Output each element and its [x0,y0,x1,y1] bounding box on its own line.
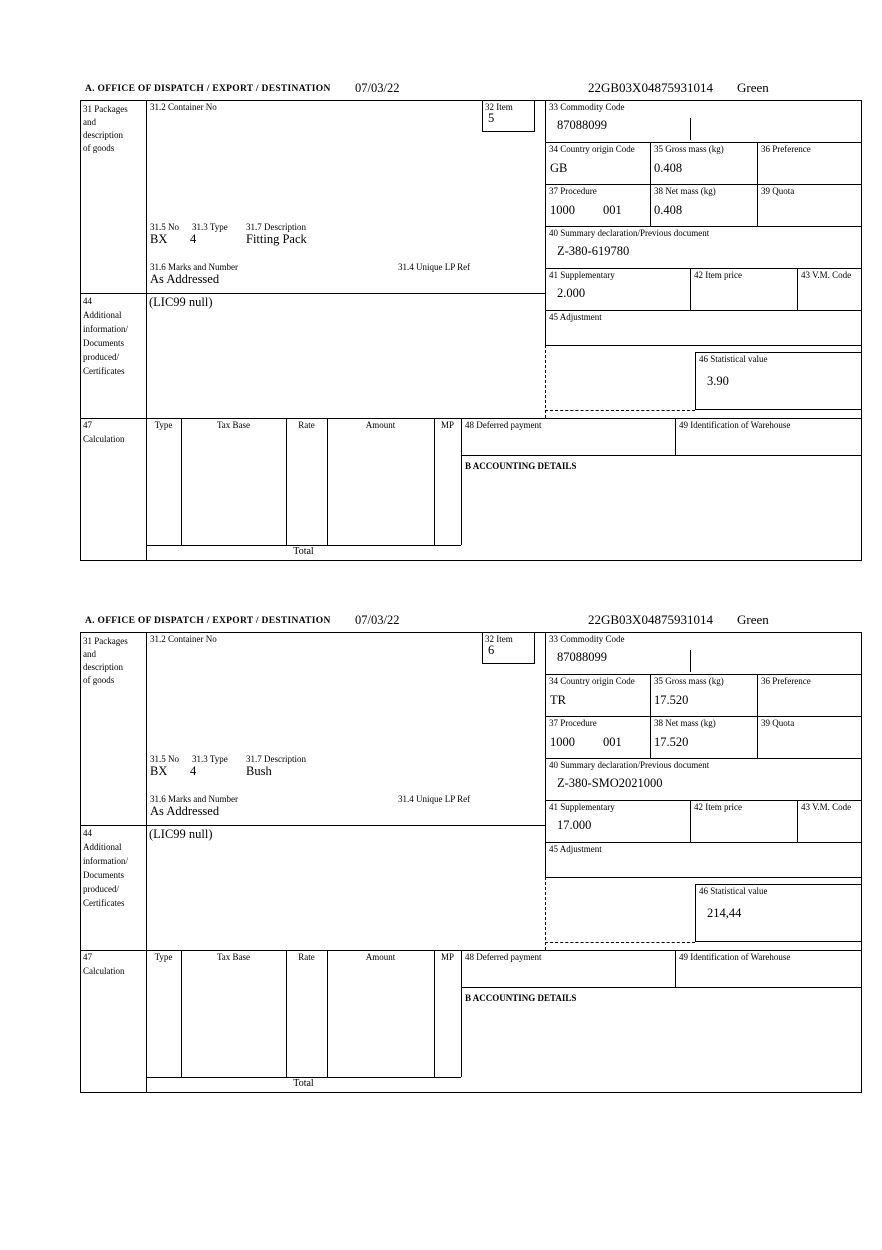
grid-line [545,268,862,269]
package-type-label: 31.3 Type [192,222,228,232]
additional-information-value: (LIC99 null) [149,827,213,841]
mrn-number: 22GB03X04875931014 [588,612,713,627]
box44-label: Certificates [83,898,125,908]
country-origin-value: GB [550,161,568,175]
package-no-label: 31.5 No [150,754,179,764]
tax-mp-header: MP [440,420,454,430]
tax-base-header: Tax Base [216,420,251,430]
statistical-value: 214,44 [707,906,742,920]
grid-line [327,950,328,1077]
grid-line [797,800,798,842]
grid-line [461,418,462,545]
country-origin-label: 34 Country origin Code [549,676,635,686]
grid-line [461,455,862,456]
box44-label: 44 [83,828,92,838]
goods-description-value: Fitting Pack [246,232,307,246]
office-of-dispatch-label: A. OFFICE OF DISPATCH / EXPORT / DESTINATION [85,616,331,626]
marks-label: 31.6 Marks and Number [150,262,238,272]
gross-mass-label: 35 Gross mass (kg) [654,144,724,154]
statistical-value-label: 46 Statistical value [699,354,768,364]
net-mass-label: 38 Net mass (kg) [654,186,716,196]
package-no-label: 31.5 No [150,222,179,232]
grid-line [461,987,862,988]
grid-line [545,310,862,311]
commodity-code-label: 33 Commodity Code [549,102,625,112]
grid-line [461,950,462,1077]
gross-mass-value: 0.408 [654,161,683,175]
container-no-label: 31.2 Container No [150,634,217,644]
grid-line [757,142,758,226]
grid-line [757,674,758,758]
box44-label: Additional [83,842,122,852]
grid-line [181,950,182,1077]
goods-description-value: Bush [246,764,272,778]
preference-label: 36 Preference [761,676,811,686]
unique-lp-ref-label: 31.4 Unique LP Ref [398,262,471,272]
office-of-dispatch-label: A. OFFICE OF DISPATCH / EXPORT / DESTINATION [85,84,331,94]
item-price-label: 42 Item price [694,270,742,280]
country-origin-label: 34 Country origin Code [549,144,635,154]
grid-line [80,825,545,826]
box44-label: Documents [83,338,124,348]
tax-type-header: Type [154,420,173,430]
quota-label: 39 Quota [761,718,795,728]
package-type-label: 31.3 Type [192,754,228,764]
box31-label: and [83,117,96,127]
item-price-label: 42 Item price [694,802,742,812]
previous-document-value: Z-380-SMO2021000 [557,776,663,790]
commodity-code-tick [690,650,691,672]
grid-line [545,632,546,877]
tax-rate-header: Rate [298,952,315,962]
mrn-number: 22GB03X04875931014 [588,80,713,95]
package-type-value: 4 [190,232,197,246]
form-border [80,632,862,1093]
declaration-item-sheet-2 [0,612,882,1102]
grid-line [181,418,182,545]
procedure-value-2: 001 [603,735,622,749]
description-label: 31.7 Description [246,222,306,232]
package-code-value: BX [150,764,168,778]
box44-label: information/ [83,856,128,866]
grid-line [545,758,862,759]
grid-line [80,418,862,419]
procedure-value: 1000 [550,735,575,749]
procedure-label: 37 Procedure [549,718,597,728]
country-origin-value: TR [550,693,566,707]
grid-line [545,674,862,675]
previous-document-label: 40 Summary declaration/Previous document [549,228,710,238]
total-label: Total [293,1078,314,1089]
box44-label: Additional [83,310,122,320]
net-mass-value: 17.520 [654,735,689,749]
item-number-value: 6 [488,643,495,657]
additional-information-value: (LIC99 null) [149,295,213,309]
grid-line [545,877,862,878]
supplementary-value: 17.000 [557,818,592,832]
procedure-value: 1000 [550,203,575,217]
grid-line-dashed [545,410,695,411]
adjustment-label: 45 Adjustment [549,844,602,854]
accounting-details-label: B ACCOUNTING DETAILS [465,993,577,1003]
statistical-value: 3.90 [707,374,729,388]
marks-value: As Addressed [150,272,220,286]
grid-line [434,418,435,545]
box44-label: produced/ [83,352,119,362]
grid-line [434,950,435,1077]
box44-label: Certificates [83,366,125,376]
box44-label: produced/ [83,884,119,894]
box44-label: Documents [83,870,124,880]
declaration-date: 07/03/22 [355,613,400,627]
unique-lp-ref-label: 31.4 Unique LP Ref [398,794,471,804]
grid-line [545,842,862,843]
grid-line [650,142,651,226]
net-mass-value: 0.408 [654,203,683,217]
box47-label: Calculation [83,434,125,444]
grid-line [545,100,546,345]
grid-line [675,950,676,987]
marks-value: As Addressed [150,804,220,818]
warehouse-id-label: 49 Identification of Warehouse [679,952,791,962]
grid-line [80,293,545,294]
box47-label: 47 [83,952,92,962]
grid-line [797,268,798,310]
box31-label: of goods [83,675,115,685]
box31-label: and [83,649,96,659]
commodity-code-value: 87088099 [557,118,607,132]
tax-mp-header: MP [440,952,454,962]
grid-line-dashed [545,345,546,418]
grid-line [545,184,862,185]
grid-line [80,950,862,951]
box31-label: 31 Packages [83,636,128,646]
previous-document-label: 40 Summary declaration/Previous document [549,760,710,770]
grid-line [146,632,147,1093]
routing-status: Green [737,612,769,627]
grid-line [690,268,691,310]
grid-line [675,418,676,455]
grid-line [650,674,651,758]
marks-label: 31.6 Marks and Number [150,794,238,804]
box47-label: Calculation [83,966,125,976]
preference-label: 36 Preference [761,144,811,154]
supplementary-label: 41 Supplementary [549,270,615,280]
item-number-value: 5 [488,111,495,125]
box31-label: description [83,662,123,672]
commodity-code-label: 33 Commodity Code [549,634,625,644]
gross-mass-label: 35 Gross mass (kg) [654,676,724,686]
container-no-label: 31.2 Container No [150,102,217,112]
total-label: Total [293,546,314,557]
grid-line [545,226,862,227]
item-label: 32 Item [485,634,513,644]
grid-line-dashed [545,877,546,950]
statistical-value-label: 46 Statistical value [699,886,768,896]
accounting-details-label: B ACCOUNTING DETAILS [465,461,577,471]
grid-line [286,950,287,1077]
box31-label: of goods [83,143,115,153]
tax-base-header: Tax Base [216,952,251,962]
declaration-date: 07/03/22 [355,81,400,95]
net-mass-label: 38 Net mass (kg) [654,718,716,728]
tax-amount-header: Amount [365,952,396,962]
procedure-label: 37 Procedure [549,186,597,196]
package-code-value: BX [150,232,168,246]
box47-label: 47 [83,420,92,430]
vm-code-label: 43 V.M. Code [801,802,852,812]
tax-rate-header: Rate [298,420,315,430]
warehouse-id-label: 49 Identification of Warehouse [679,420,791,430]
routing-status: Green [737,80,769,95]
item-label: 32 Item [485,102,513,112]
grid-line [545,800,862,801]
grid-line [146,100,147,561]
grid-line [545,142,862,143]
tax-amount-header: Amount [365,420,396,430]
gross-mass-value: 17.520 [654,693,689,707]
grid-line [286,418,287,545]
box31-label: description [83,130,123,140]
declaration-item-sheet-1 [0,80,882,570]
package-type-value: 4 [190,764,197,778]
commodity-code-tick [690,118,691,140]
supplementary-value: 2.000 [557,286,586,300]
box44-label: 44 [83,296,92,306]
supplementary-label: 41 Supplementary [549,802,615,812]
grid-line [690,800,691,842]
deferred-payment-label: 48 Deferred payment [465,952,542,962]
description-label: 31.7 Description [246,754,306,764]
grid-line-dashed [545,942,695,943]
commodity-code-value: 87088099 [557,650,607,664]
deferred-payment-label: 48 Deferred payment [465,420,542,430]
vm-code-label: 43 V.M. Code [801,270,852,280]
tax-type-header: Type [154,952,173,962]
box44-label: information/ [83,324,128,334]
previous-document-value: Z-380-619780 [557,244,630,258]
box31-label: 31 Packages [83,104,128,114]
adjustment-label: 45 Adjustment [549,312,602,322]
procedure-value-2: 001 [603,203,622,217]
quota-label: 39 Quota [761,186,795,196]
form-border [80,100,862,561]
grid-line [545,716,862,717]
grid-line [545,345,862,346]
grid-line [327,418,328,545]
